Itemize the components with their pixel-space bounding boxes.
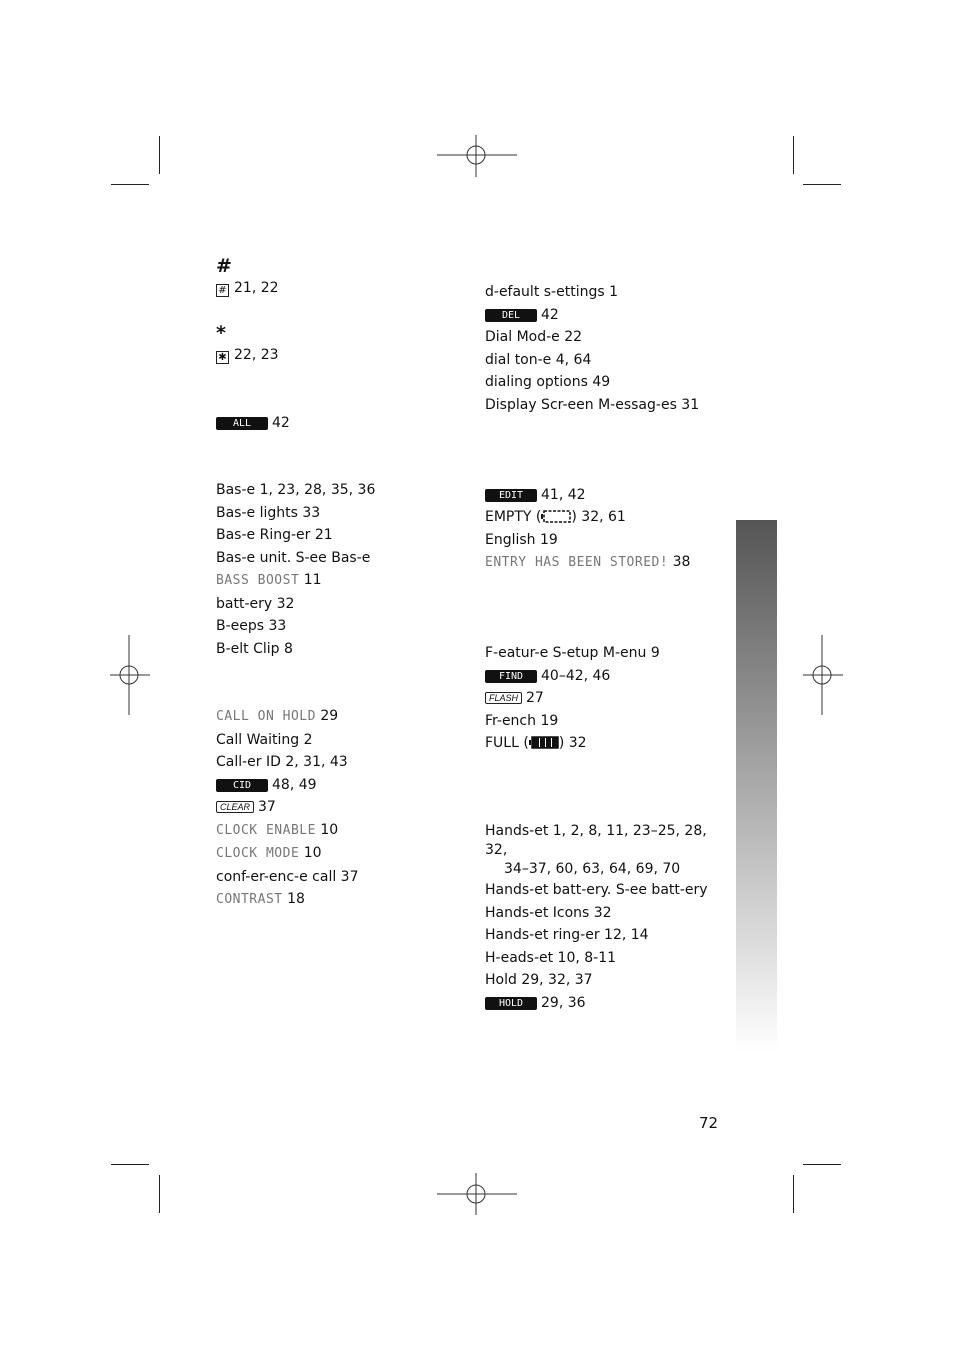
spacer <box>485 800 725 823</box>
softkey-label: CID <box>216 779 268 792</box>
registration-mark-top <box>437 135 517 177</box>
crop-mark-top-right-h <box>803 184 841 185</box>
index-entry-text: Bas-e Ring-er 21 <box>216 527 333 543</box>
spacer <box>485 461 725 484</box>
crop-mark-bottom-left-v <box>159 1175 160 1213</box>
index-entry-text: Call Waiting 2 <box>216 731 313 748</box>
index-entry-text: Call-er ID 2, 31, 43 <box>216 754 348 770</box>
keypad-key-icon: ✱ <box>216 351 229 364</box>
index-entry-text: Hands-et batt-ery. S-ee batt-ery <box>485 882 708 898</box>
page-refs: 22, 23 <box>234 347 279 363</box>
spacer <box>485 777 725 800</box>
index-entry <box>485 304 725 327</box>
index-entry <box>216 569 466 593</box>
page-refs: 11 <box>299 572 322 588</box>
spacer <box>485 439 725 462</box>
index-entry <box>485 687 725 710</box>
index-entry <box>216 796 466 819</box>
page-refs: 42 <box>541 306 559 323</box>
index-entry-text: Display Scr-een M-essag-es 31 <box>485 396 700 413</box>
entry-text: Hands-et 1, 2, 8, 11, 23–25, 28, 32, <box>485 823 707 858</box>
lcd-text: CLOCK MODE <box>216 846 300 861</box>
index-entry <box>216 819 466 843</box>
spacer <box>216 683 466 706</box>
spacer <box>216 457 466 480</box>
index-entry-text: Bas-e unit. S-ee Bas-e <box>216 549 371 566</box>
lcd-text: CALL ON HOLD <box>216 709 316 724</box>
page-refs: 48, 49 <box>272 776 317 793</box>
registration-mark-bottom <box>437 1173 517 1215</box>
index-entry-text: batt-ery 32 <box>216 595 295 612</box>
softkey-label: DEL <box>485 309 537 322</box>
index-entry <box>485 551 725 575</box>
entry-text: FULL ( <box>485 735 529 751</box>
page-refs: 40–42, 46 <box>541 667 611 684</box>
crop-mark-top-left-h <box>111 184 149 185</box>
index-entry-text: Bas-e 1, 23, 28, 35, 36 <box>216 482 376 498</box>
battery-empty-icon <box>541 510 571 523</box>
index-entry-text: dialing options 49 <box>485 374 611 390</box>
index-entry <box>485 665 725 688</box>
index-entry <box>216 344 466 367</box>
page-number: 72 <box>699 1114 719 1132</box>
spacer <box>485 575 725 598</box>
index-entry-text: Hands-et Icons 32 <box>485 904 612 921</box>
index-entry-text: conf-er-enc-e call 37 <box>216 868 359 885</box>
entry-continuation: 34–37, 60, 63, 64, 69, 70 <box>504 861 681 877</box>
page-refs: 10 <box>299 845 322 861</box>
page-refs: 41, 42 <box>541 486 586 503</box>
spacer <box>216 660 466 683</box>
index-entry <box>216 842 466 866</box>
index-entry-text: d-efault s-ettings 1 <box>485 284 618 300</box>
registration-mark-left <box>110 635 150 715</box>
page-refs: 29, 36 <box>541 994 586 1011</box>
lcd-text: ENTRY HAS BEEN STORED! <box>485 555 669 570</box>
spacer <box>485 416 725 439</box>
index-column-left <box>216 255 466 912</box>
page-refs: 18 <box>282 891 305 907</box>
keypad-key-icon: # <box>216 284 229 297</box>
spacer <box>216 434 466 457</box>
softkey-label: FLASH <box>485 692 522 704</box>
page-refs: 37 <box>258 799 276 815</box>
index-entry-text: English 19 <box>485 531 558 548</box>
page-refs: ) 32, 61 <box>571 509 626 525</box>
softkey-label: CLEAR <box>216 801 254 813</box>
index-column-right <box>485 281 725 1014</box>
page-refs: ) 32 <box>558 735 587 751</box>
spacer <box>485 597 725 620</box>
spacer <box>485 755 725 778</box>
crop-mark-top-left-v <box>159 136 160 174</box>
lcd-text: CLOCK ENABLE <box>216 822 316 838</box>
index-entry-text: dial ton-e 4, 64 <box>485 351 592 368</box>
lcd-text: BASS BOOST <box>216 573 300 588</box>
page-refs: 10 <box>315 821 339 838</box>
lcd-text: CONTRAST <box>216 892 283 907</box>
index-entry-text: B-eeps 33 <box>216 618 287 634</box>
index-entry-text: Fr-ench 19 <box>485 712 559 729</box>
index-entry <box>216 277 466 300</box>
crop-mark-bottom-right-h <box>803 1164 841 1165</box>
index-entry <box>216 888 466 912</box>
softkey-label: FIND <box>485 670 537 683</box>
page-refs: 38 <box>668 554 691 570</box>
softkey-label: ALL <box>216 417 268 430</box>
entry-text: EMPTY ( <box>485 509 542 525</box>
index-entry <box>485 992 725 1015</box>
index-entry-text: F-eatur-e S-etup M-enu 9 <box>485 645 660 661</box>
index-entry-text: Dial Mod-e 22 <box>485 329 583 345</box>
index-entry <box>485 506 725 529</box>
index-entry <box>216 705 466 729</box>
index-entry <box>216 412 466 435</box>
spacer <box>216 300 466 323</box>
crop-mark-bottom-right-v <box>793 1175 794 1213</box>
crop-mark-top-right-v <box>793 136 794 174</box>
index-entry <box>485 484 725 507</box>
registration-mark-right <box>803 635 843 715</box>
index-entry-text: Bas-e lights 33 <box>216 504 321 521</box>
crop-mark-bottom-left-h <box>111 1164 149 1165</box>
page-refs: 27 <box>526 690 544 706</box>
page-refs: 21, 22 <box>234 280 279 296</box>
side-gradient-bar <box>736 520 777 1052</box>
index-entry <box>485 732 725 755</box>
spacer <box>485 620 725 643</box>
section-letter: # <box>216 255 232 277</box>
section-letter: * <box>216 322 226 344</box>
page-refs: 42 <box>272 414 290 431</box>
index-entry-text: H-eads-et 10, 8-11 <box>485 949 617 966</box>
softkey-label: EDIT <box>485 489 537 502</box>
softkey-label: HOLD <box>485 997 537 1010</box>
index-entry-text: B-elt Clip 8 <box>216 640 293 657</box>
spacer <box>216 389 466 412</box>
index-entry-text: Hands-et ring-er 12, 14 <box>485 927 649 943</box>
page-refs: 29 <box>315 708 339 724</box>
spacer <box>216 367 466 390</box>
index-entry <box>485 822 725 879</box>
index-entry <box>216 774 466 797</box>
battery-full-icon <box>529 736 559 749</box>
index-entry-text: Hold 29, 32, 37 <box>485 972 593 988</box>
